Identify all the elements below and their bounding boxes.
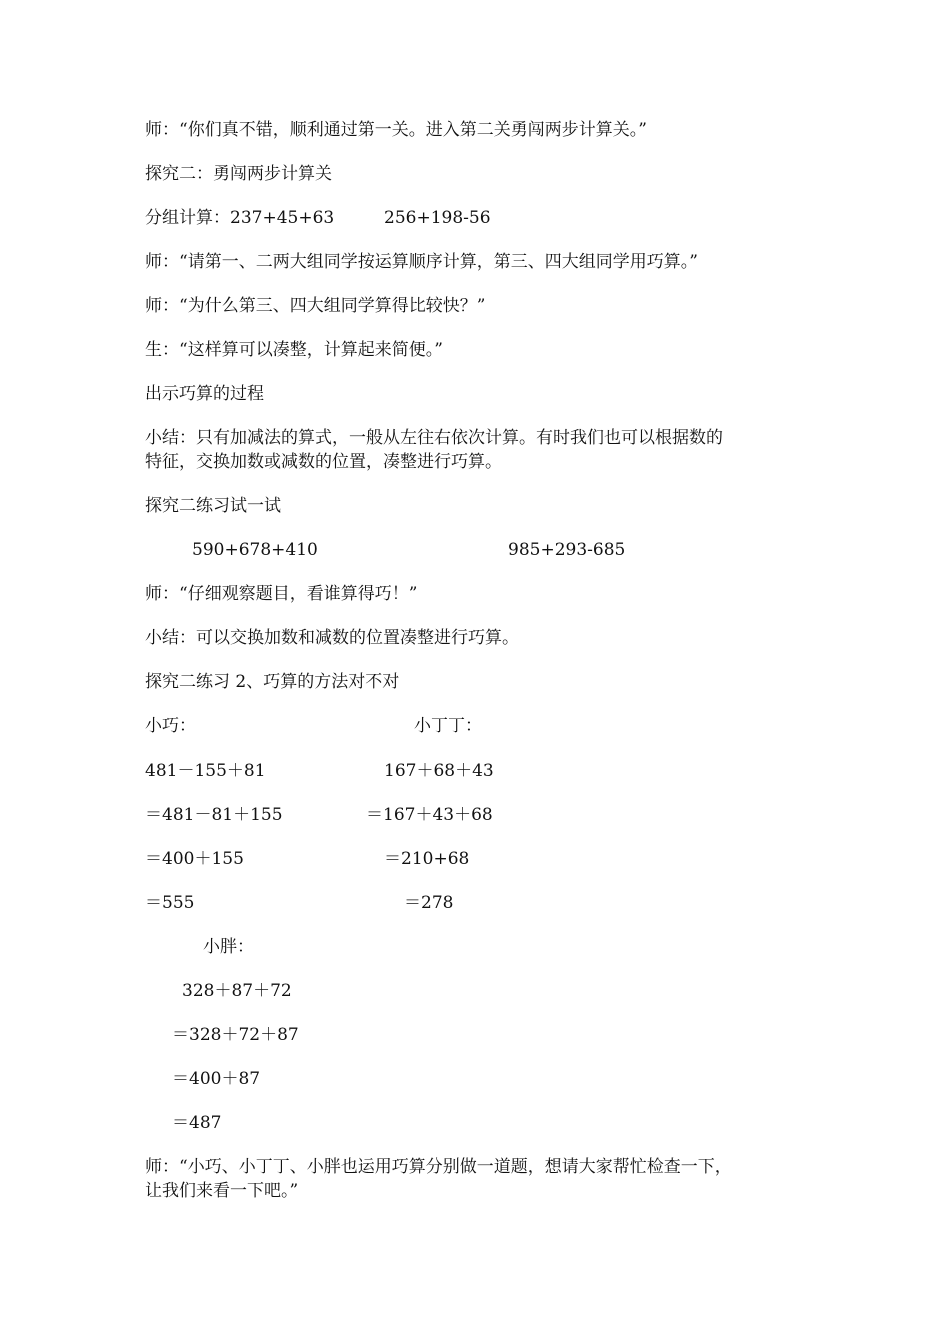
- xiaoqiao-name: 小巧：: [145, 716, 196, 736]
- xiaoqiao-step: 481－155＋81: [145, 761, 266, 781]
- practice-expression-1: 590+678+410: [192, 540, 318, 560]
- practice-heading-try: 探究二练习试一试: [145, 496, 281, 516]
- xiaopang-name: 小胖：: [203, 937, 254, 957]
- summary-line-1: 小结：只有加减法的算式，一般从左往右依次计算。有时我们也可以根据数的: [145, 428, 723, 448]
- practice-heading-2: 探究二练习 2、巧算的方法对不对: [145, 672, 400, 692]
- xiaodingding-step: ＝167＋43＋68: [366, 805, 493, 825]
- closing-line-1: 师：“小巧、小丁丁、小胖也运用巧算分别做一道题，想请大家帮忙检查一下，: [145, 1157, 732, 1177]
- xiaoqiao-step: ＝481－81＋155: [145, 805, 283, 825]
- xiaodingding-step: 167＋68＋43: [384, 761, 494, 781]
- xiaodingding-step: ＝278: [404, 893, 454, 913]
- group-calc-expression-2: 256+198-56: [384, 208, 491, 228]
- teacher-line-why-faster: 师：“为什么第三、四大组同学算得比较快？”: [145, 296, 486, 316]
- student-line-round-numbers: 生：“这样算可以凑整，计算起来简便。”: [145, 340, 443, 360]
- teacher-line-observe: 师：“仔细观察题目，看谁算得巧！”: [145, 584, 418, 604]
- xiaoqiao-step: ＝400＋155: [145, 849, 244, 869]
- show-process-line: 出示巧算的过程: [145, 384, 264, 404]
- teacher-line-group-instructions: 师：“请第一、二两大组同学按运算顺序计算，第三、四大组同学用巧算。”: [145, 252, 698, 272]
- xiaoqiao-step: ＝555: [145, 893, 195, 913]
- summary-line-2: 特征，交换加数或减数的位置，凑整进行巧算。: [145, 452, 502, 472]
- xiaodingding-step: ＝210+68: [384, 849, 470, 869]
- xiaodingding-name: 小丁丁：: [414, 716, 482, 736]
- teacher-line-pass-level-one: 师：“你们真不错，顺利通过第一关。进入第二关勇闯两步计算关。”: [145, 120, 647, 140]
- xiaopang-step: ＝487: [172, 1113, 222, 1133]
- group-calc-expression-1: 分组计算：237+45+63: [145, 208, 335, 228]
- practice-expression-2: 985+293-685: [508, 540, 626, 560]
- xiaopang-step: ＝328＋72＋87: [172, 1025, 299, 1045]
- xiaopang-step: 328＋87＋72: [182, 981, 292, 1001]
- section-heading-explore-two: 探究二：勇闯两步计算关: [145, 164, 332, 184]
- closing-line-2: 让我们来看一下吧。”: [145, 1181, 299, 1201]
- xiaopang-step: ＝400＋87: [172, 1069, 261, 1089]
- summary-line-swap: 小结：可以交换加数和减数的位置凑整进行巧算。: [145, 628, 519, 648]
